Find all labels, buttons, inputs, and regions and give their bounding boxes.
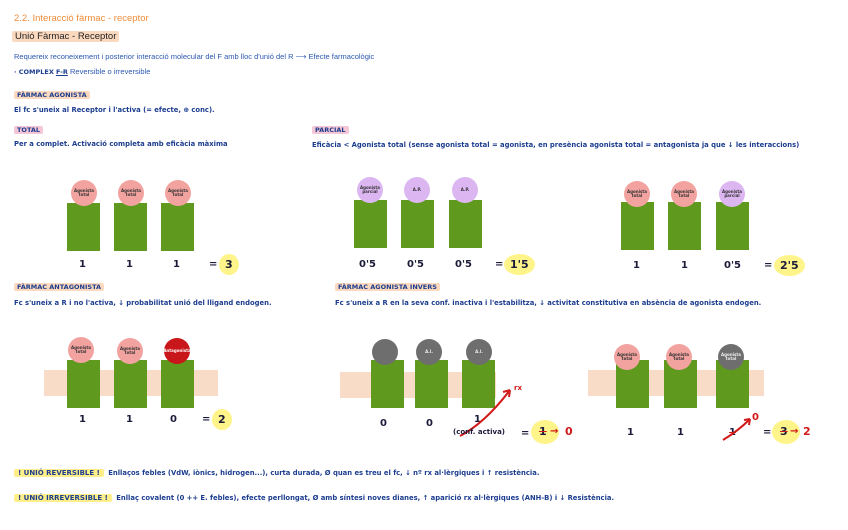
inverse-text: Fc s'uneix a R en la seva conf. inactiva i l'estabilitza, ↓ activitat constitutiva en absència de agonista endogen.	[335, 299, 762, 307]
receptor	[621, 202, 654, 250]
equals-sign: =	[521, 428, 530, 439]
activity-value-struck: 1	[729, 427, 736, 438]
agonist-partial-ligand: Agonista parcial	[357, 177, 383, 203]
intro-effect: Efecte farmacològic	[308, 52, 375, 61]
reversible-line	[14, 462, 539, 480]
activity-value: 1	[627, 427, 634, 438]
activity-value: 1	[126, 259, 133, 270]
activity-value: 1	[681, 260, 688, 271]
activity-value: 0'5	[455, 259, 472, 270]
receptor	[114, 360, 147, 408]
complex-bullet: · COMPLEX	[14, 68, 54, 76]
activity-value: 0'5	[407, 259, 424, 270]
agonist-partial-ligand: A.P.	[452, 177, 478, 203]
total-activity: 2	[212, 409, 232, 430]
equals-sign: =	[764, 260, 773, 271]
activity-value: 0'5	[724, 260, 741, 271]
activity-value: 1	[633, 260, 640, 271]
total-text: Per a complet. Activació completa amb eficàcia màxima	[14, 140, 228, 148]
activity-value: 0	[380, 418, 387, 429]
agonist-total-ligand: Agonista total	[624, 181, 650, 207]
antagonist-heading: FÀRMAC ANTAGONISTA	[14, 283, 104, 291]
equals-sign: =	[495, 259, 504, 270]
partial-text: Eficàcia < Agonista total (sense agonista total = agonista, en presència agonista total = antagonista ja que ↓ les interaccions)	[312, 141, 800, 149]
section-title: 2.2. Interacció fàrmac - receptor	[14, 13, 149, 24]
red-zero: 0	[752, 412, 759, 423]
receptor	[67, 203, 100, 251]
agonist-total-ligand: Agonista total	[71, 180, 97, 206]
inverse-heading: FÀRMAC AGONISTA INVERS	[335, 283, 440, 291]
arrow-right-icon: ⟶	[295, 52, 307, 61]
activity-value: 1	[79, 414, 86, 425]
agonist-partial-ligand: Agonista parcial	[719, 181, 745, 207]
receptor	[67, 360, 100, 408]
total-activity-struck: 1	[539, 425, 547, 438]
agonist-total-ligand: Agonista total	[117, 338, 143, 364]
complex-line	[14, 67, 150, 76]
reversible-text: Enllaços febles (VdW, iònics, hidrogen...), curta durada, Ø quan es treu el fc, ↓ nº rx al·lèrgiques i ↑ resistència.	[108, 469, 540, 477]
receptor	[401, 200, 434, 248]
active-conf-note: (conf. activa)	[453, 428, 506, 436]
partial-label: PARCIAL	[312, 126, 349, 134]
complex-text: Reversible o irreversible	[70, 67, 151, 76]
agonist-partial-ligand: A.P.	[404, 177, 430, 203]
receptor	[114, 203, 147, 251]
irreversible-line	[14, 487, 614, 505]
activity-value: 1	[474, 414, 481, 425]
receptor	[161, 360, 194, 408]
equals-sign: =	[763, 427, 772, 438]
agonist-total-ligand: Agonista total	[614, 344, 640, 370]
total-label: TOTAL	[14, 126, 43, 134]
activity-value: 0'5	[359, 259, 376, 270]
activity-value: 0	[170, 414, 177, 425]
irreversible-label: ! UNIÓ IRREVERSIBLE !	[14, 494, 112, 502]
reversible-label: ! UNIÓ REVERSIBLE !	[14, 469, 104, 477]
activity-value: 1	[173, 259, 180, 270]
antagonist-text: Fc s'uneix a R i no l'activa, ↓ probabilitat unió del lligand endogen.	[14, 299, 272, 307]
equals-sign: =	[202, 414, 211, 425]
subsection-title: Unió Fàrmac - Receptor	[12, 31, 119, 42]
activity-value: 1	[677, 427, 684, 438]
total-activity: 3	[219, 254, 239, 275]
agonist-total-ligand: Agonista total	[671, 181, 697, 207]
total-activity-struck: 3	[780, 425, 788, 438]
receptor	[449, 200, 482, 248]
activity-value: 0	[426, 418, 433, 429]
total-activity: 2'5	[774, 255, 805, 276]
receptor	[161, 203, 194, 251]
intro-line	[14, 52, 374, 61]
agonist-heading: FÀRMAC AGONISTA	[14, 91, 90, 99]
irreversible-text: Enllaç covalent (0 ++ E. febles), efecte perllongat, Ø amb síntesi noves dianes, ↑ aparició rx al·lèrgiques (ANH-B) i ↓ Resistència.	[116, 494, 615, 502]
total-activity-new: 0	[565, 425, 573, 438]
complex-label: F-R	[55, 68, 68, 76]
antagonist-ligand: Antagonista	[164, 338, 190, 364]
receptor	[668, 202, 701, 250]
agonist-total-ligand: Agonista total	[165, 180, 191, 206]
receptor	[354, 200, 387, 248]
activity-value: 1	[126, 414, 133, 425]
inverse-agonist-ligand	[372, 339, 398, 365]
red-arrow-icon: →	[790, 426, 799, 437]
receptor	[371, 360, 404, 408]
receptor	[415, 360, 448, 408]
total-activity-new: 2	[803, 425, 811, 438]
agonist-total-ligand: Agonista total	[118, 180, 144, 206]
inverse-agonist-ligand: Agonista total	[718, 344, 744, 370]
red-rx-note: rx	[514, 384, 522, 392]
intro-text: Requereix reconeixement i posterior interacció molecular del F amb lloc d'unió del R	[14, 52, 294, 61]
activity-value: 1	[79, 259, 86, 270]
red-arrow-icon: →	[550, 426, 559, 437]
agonist-total-ligand: Agonista total	[666, 344, 692, 370]
inverse-agonist-ligand: A.I.	[416, 339, 442, 365]
receptor	[716, 202, 749, 250]
equals-sign: =	[209, 259, 218, 270]
agonist-definition: El fc s'uneix al Receptor i l'activa (= efecte, ⊕ conc).	[14, 106, 215, 114]
inverse-agonist-ligand: A.I.	[466, 339, 492, 365]
total-activity: 1'5	[504, 254, 535, 275]
agonist-total-ligand: Agonista total	[68, 337, 94, 363]
